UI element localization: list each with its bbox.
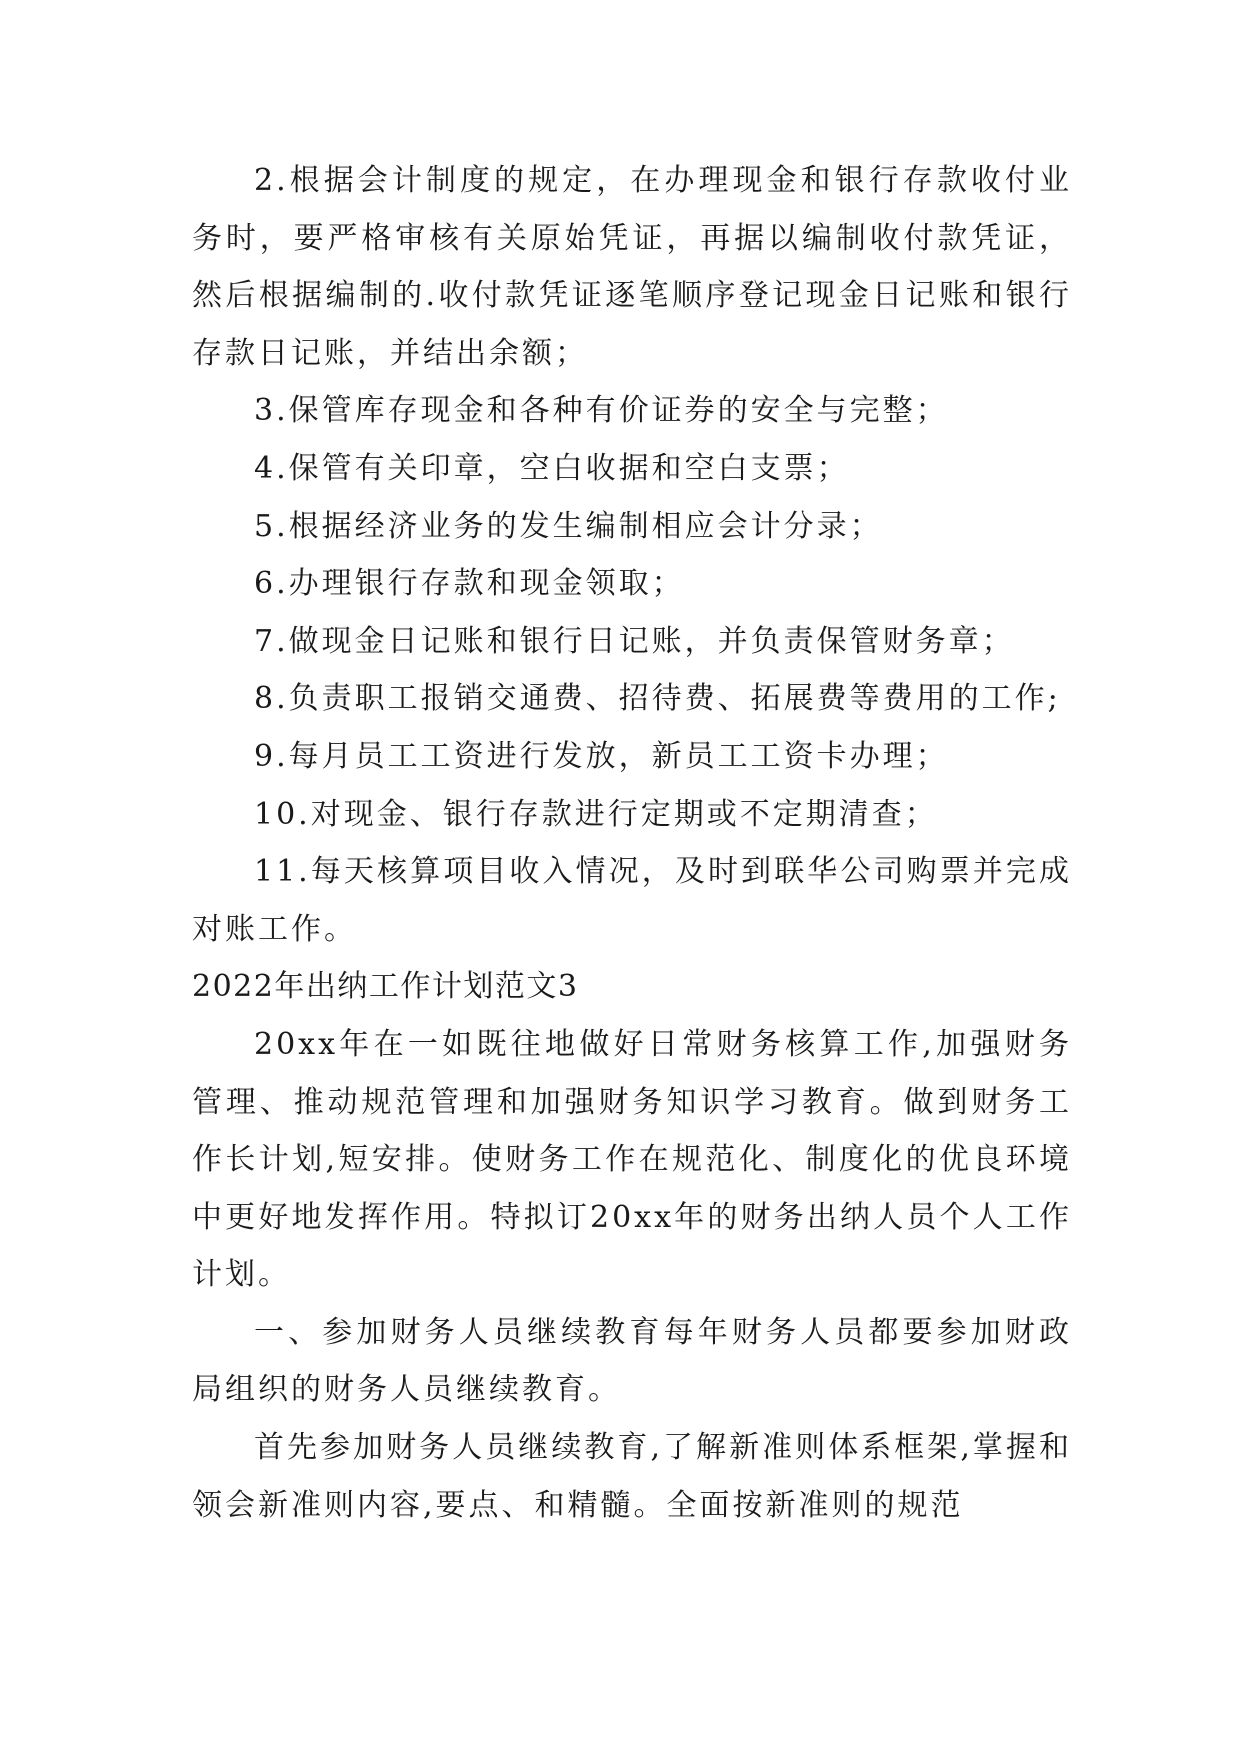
paragraph-item-10: 10.对现金、银行存款进行定期或不定期清查； bbox=[254, 796, 938, 832]
section-heading: 2022年出纳工作计划范文3 bbox=[192, 969, 579, 1005]
paragraph-intro: 20xx年在一如既往地做好日常财务核算工作,加强财务管理、推动规范管理和加强财务知识学习教育。做到财务工作长计划,短安排。使财务工作在规范化、制度化的优良环境中更好地发挥作用。特拟订20xx年的财务出纳人员个人工作计划。 bbox=[192, 1026, 1072, 1293]
document-body bbox=[192, 152, 1072, 1534]
paragraph-item-2: 2.根据会计制度的规定，在办理现金和银行存款收付业务时，要严格审核有关原始凭证，再据以编制收付款凭证，然后根据编制的.收付款凭证逐笔顺序登记现金日记账和银行存款日记账，并结出余额； bbox=[192, 163, 1072, 371]
paragraph-item-5: 5.根据经济业务的发生编制相应会计分录； bbox=[254, 508, 883, 544]
paragraph-item-3: 3.保管库存现金和各种有价证券的安全与完整； bbox=[254, 393, 949, 429]
paragraph-item-8: 8.负责职工报销交通费、招待费、拓展费等费用的工作; bbox=[254, 681, 1061, 717]
paragraph-item-9: 9.每月员工工资进行发放，新员工工资卡办理； bbox=[254, 738, 949, 774]
paragraph-item-11: 11.每天核算项目收入情况，及时到联华公司购票并完成对账工作。 bbox=[192, 854, 1072, 947]
paragraph-item-6: 6.办理银行存款和现金领取； bbox=[254, 566, 685, 602]
paragraph-item-4: 4.保管有关印章，空白收据和空白支票； bbox=[254, 450, 850, 486]
paragraph-section-one: 一、参加财务人员继续教育每年财务人员都要参加财政局组织的财务人员继续教育。 bbox=[192, 1314, 1072, 1408]
paragraph-continuing-education: 首先参加财务人员继续教育,了解新准则体系框架,掌握和领会新准则内容,要点、和精髓。全面按新准则的规范 bbox=[192, 1430, 1072, 1523]
paragraph-item-7: 7.做现金日记账和银行日记账，并负责保管财务章； bbox=[254, 623, 1015, 659]
